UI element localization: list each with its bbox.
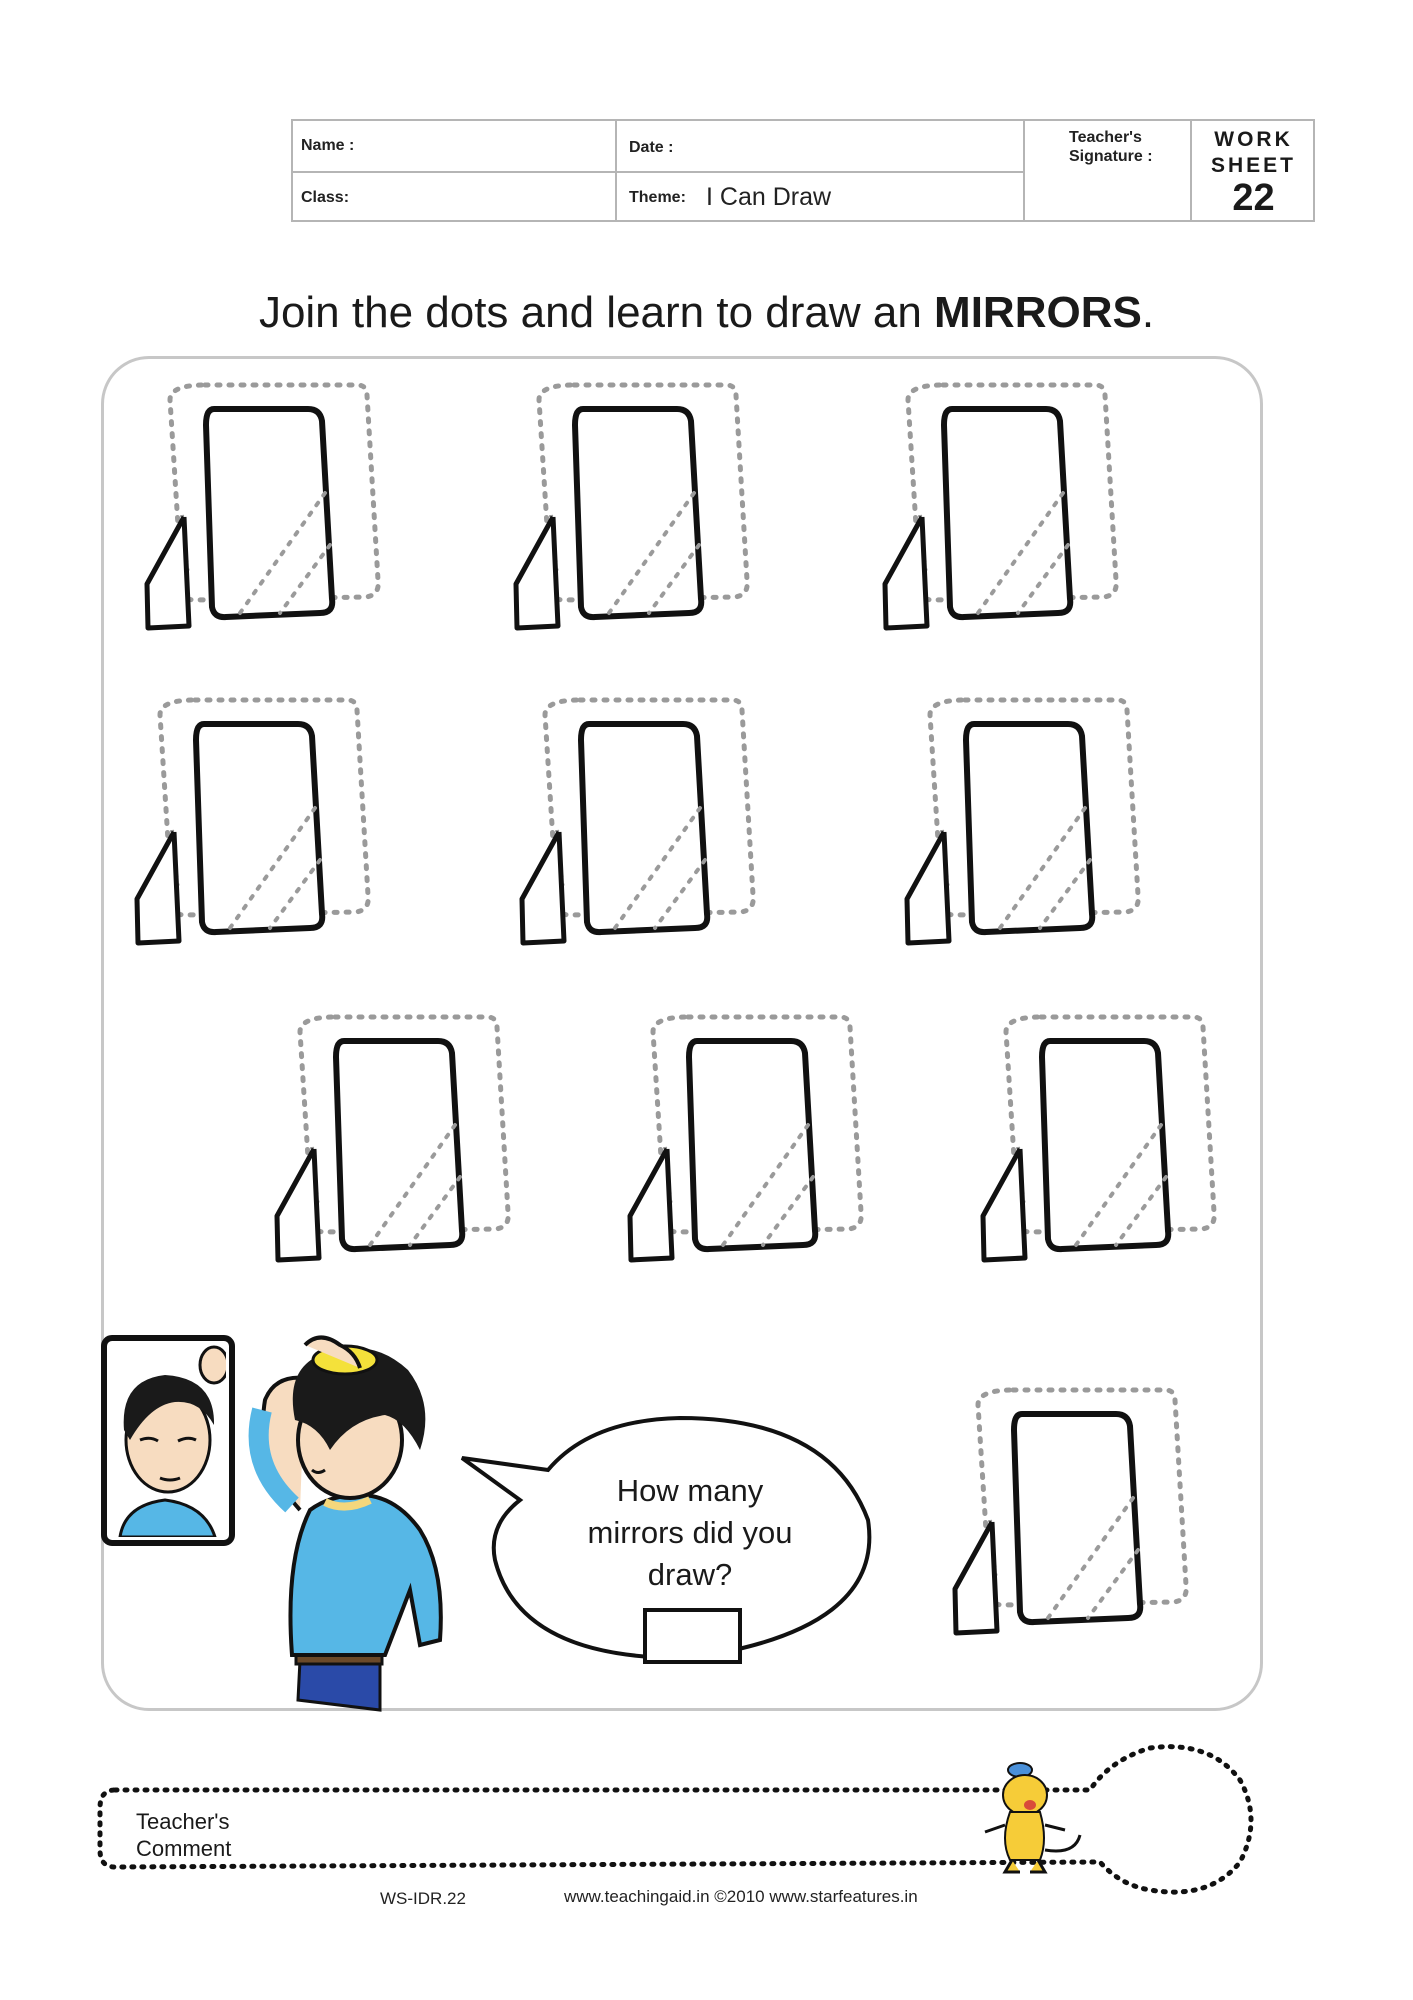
worksheet-word-1: WORK (1214, 128, 1293, 151)
teacher-signature-label-1: Teacher's (1069, 129, 1142, 146)
class-label: Class: (301, 189, 350, 206)
instruction-title: Join the dots and learn to draw an MIRRORS. (258, 288, 1155, 337)
worksheet-code: WS-IDR.22 (380, 1889, 466, 1908)
mirror-drawing (983, 1017, 1214, 1260)
mirror-drawing (885, 385, 1116, 628)
footer-websites: www.teachingaid.in ©2010 www.starfeatures.in (564, 1887, 918, 1906)
teacher-comment-label: Teacher's Comment (136, 1809, 232, 1861)
wall-mirror-illustration (104, 1338, 232, 1543)
worksheet-number: 22 (1232, 177, 1275, 219)
teacher-signature-label-2: Signature : (1069, 148, 1153, 165)
mirror-drawing (907, 700, 1138, 943)
worksheet-word-2: SHEET (1210, 154, 1296, 177)
theme-value: I Can Draw (706, 183, 832, 211)
cat-mascot-icon (985, 1763, 1080, 1872)
boy-illustration (259, 1338, 441, 1711)
mirror-drawing (516, 385, 747, 628)
answer-box[interactable] (645, 1610, 740, 1662)
speech-bubble-text: How many mirrors did you draw? (587, 1473, 793, 1592)
mirror-drawing (147, 385, 378, 628)
mirror-drawing (955, 1390, 1186, 1633)
date-label: Date : (629, 139, 674, 156)
mirror-drawing (522, 700, 753, 943)
mirror-drawing (137, 700, 368, 943)
mirror-drawing (277, 1017, 508, 1260)
teacher-comment-box[interactable] (100, 1747, 1251, 1892)
theme-label: Theme: (629, 189, 686, 206)
instruction-emphasis: MIRRORS (934, 288, 1142, 337)
name-label: Name : (301, 137, 355, 154)
mirror-drawing (630, 1017, 861, 1260)
